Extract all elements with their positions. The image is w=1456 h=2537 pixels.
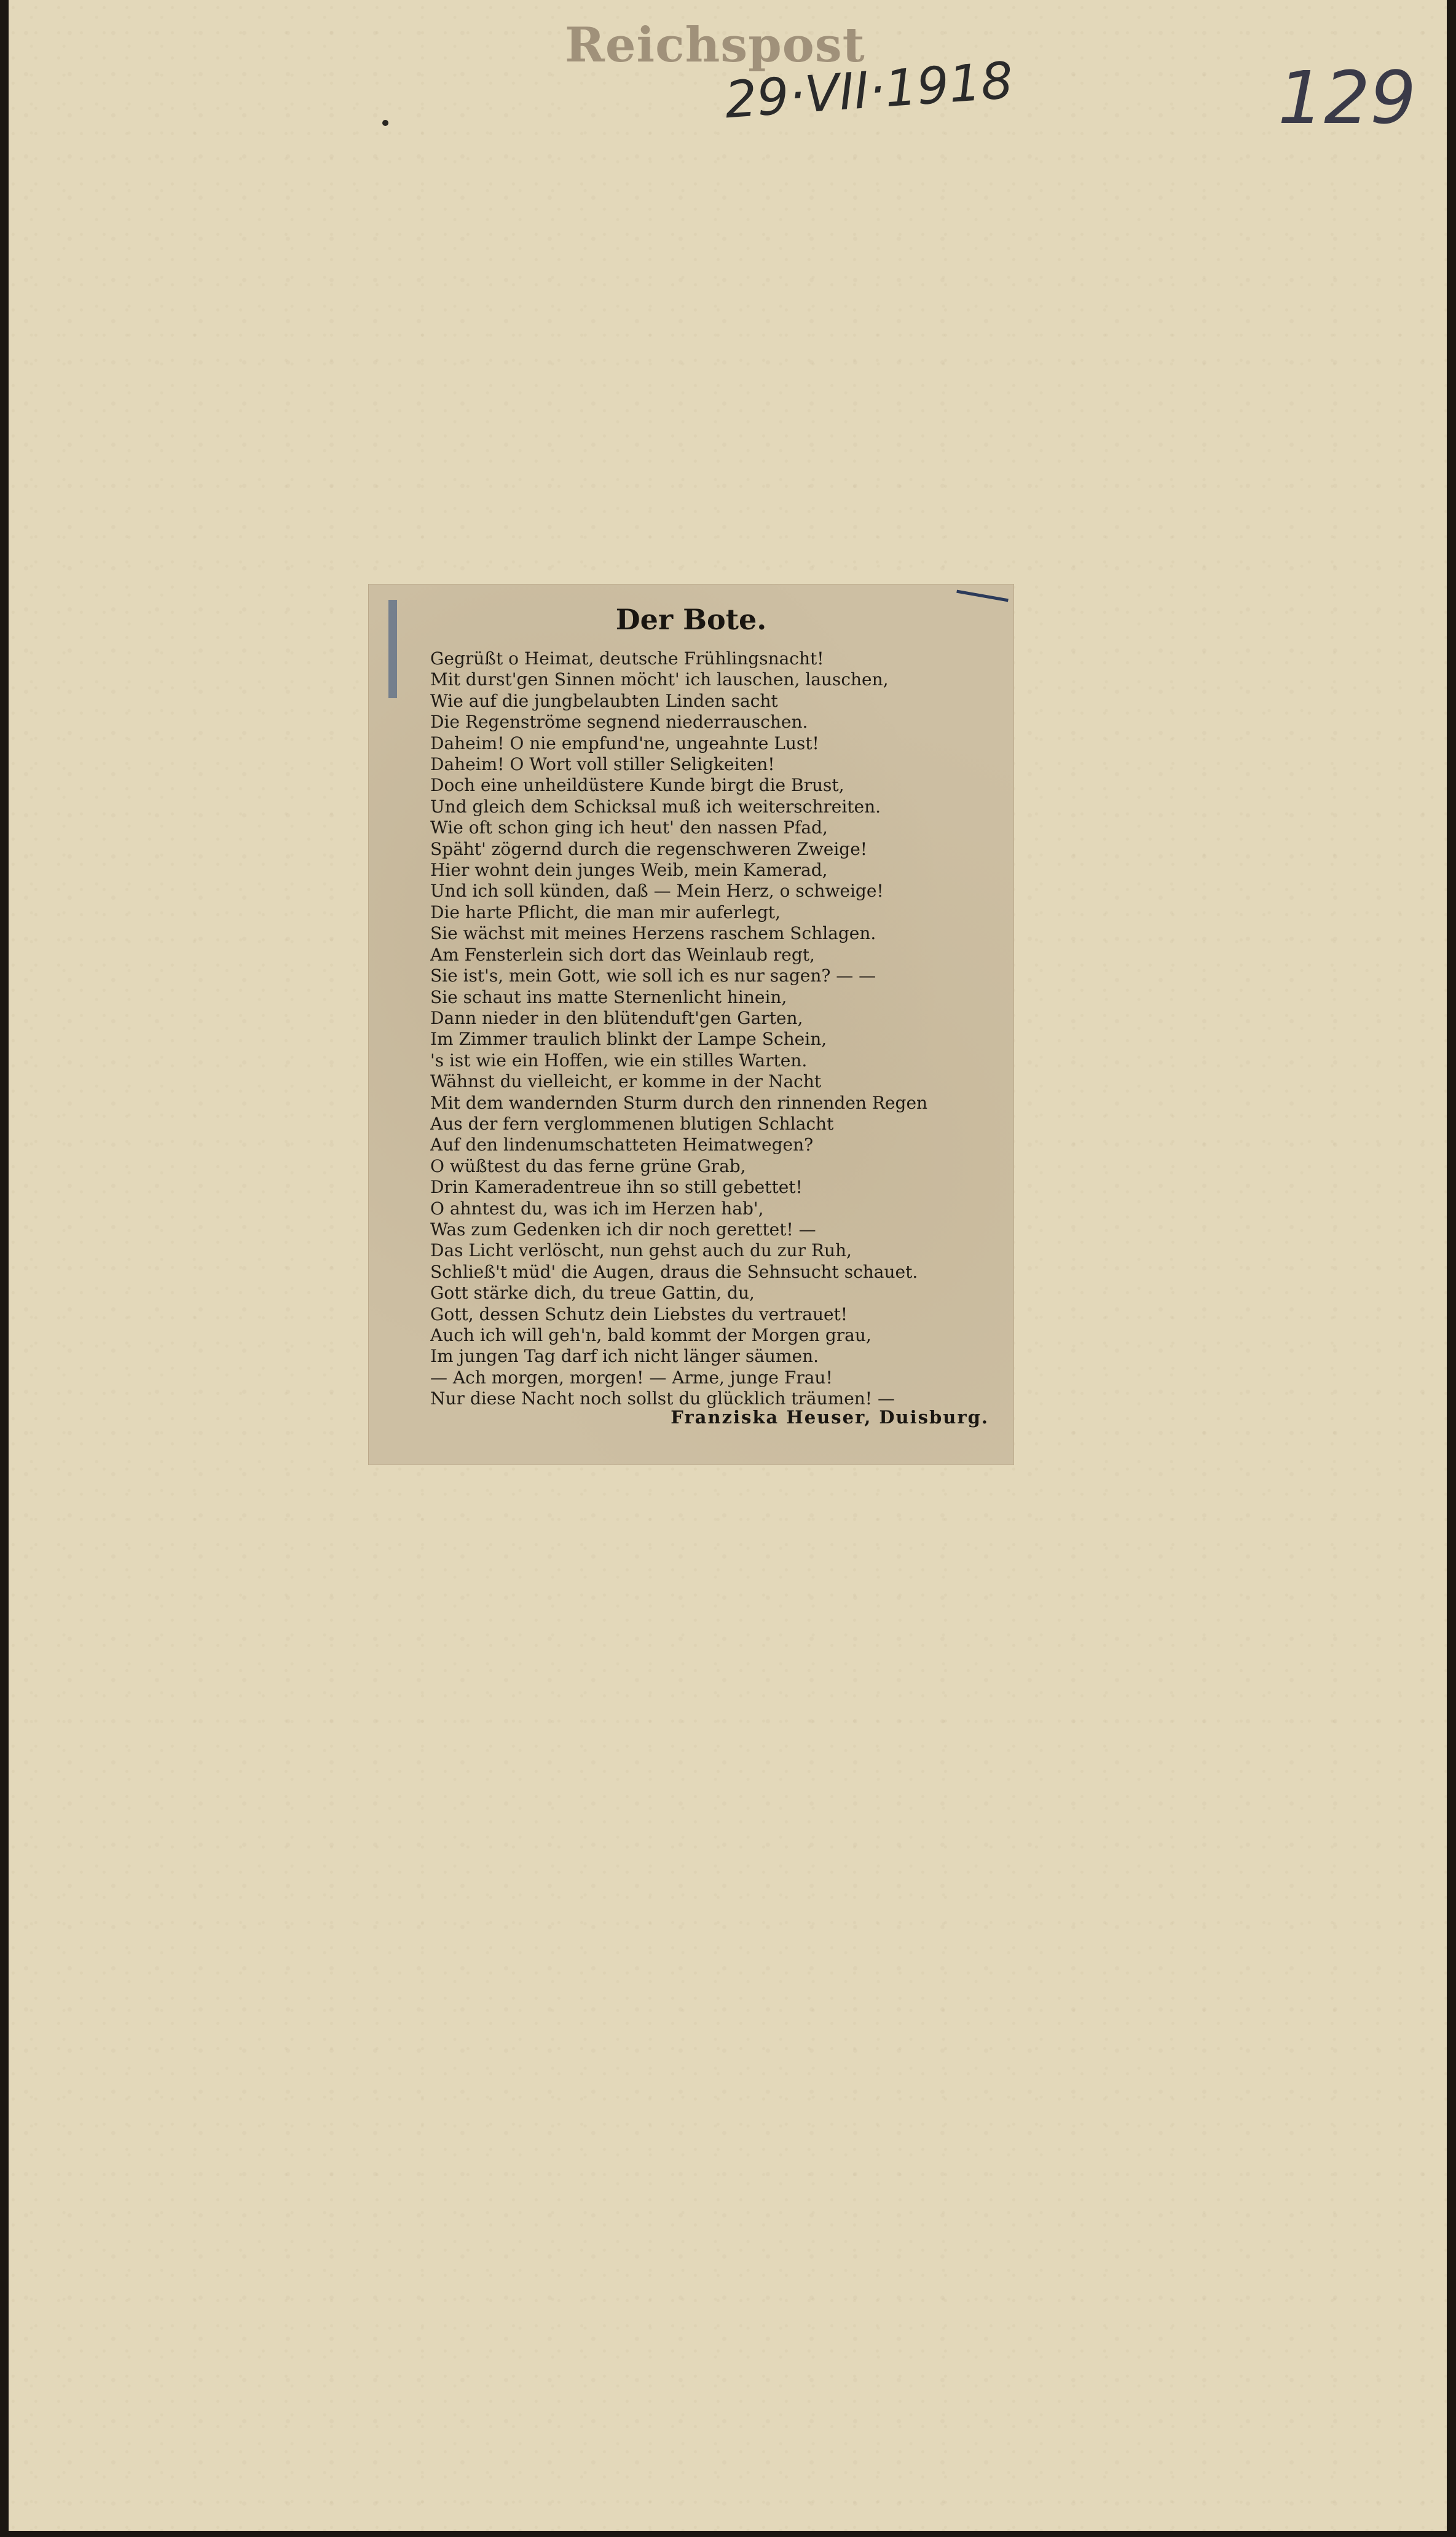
- poem-line: Und gleich dem Schicksal muß ich weiterschreiten.: [430, 796, 881, 817]
- poem-line: Sie schaut ins matte Sternenlicht hinein,: [430, 986, 787, 1007]
- newspaper-clipping: [369, 584, 1013, 1465]
- poem-line: Sie wächst mit meines Herzens raschem Schlagen.: [430, 923, 876, 944]
- poem-line: Daheim! O nie empfund'ne, ungeahnte Lust!: [430, 733, 819, 753]
- poem-line: Daheim! O Wort voll stiller Seligkeiten!: [430, 754, 775, 775]
- poem-line: Im Zimmer traulich blinkt der Lampe Schein,: [430, 1029, 827, 1050]
- poem-line: Gegrüßt o Heimat, deutsche Frühlingsnacht!: [430, 648, 824, 669]
- poem-author: Franziska Heuser, Duisburg.: [671, 1407, 989, 1428]
- poem-line: Gott, dessen Schutz dein Liebstes du vertrauet!: [430, 1304, 848, 1324]
- poem-line: O ahntest du, was ich im Herzen hab',: [430, 1198, 764, 1219]
- poem-line: Was zum Gedenken ich dir noch gerettet! —: [430, 1219, 816, 1240]
- poem-line: Drin Kameradentreue ihn so still gebettet!: [430, 1177, 803, 1198]
- poem-line: 's ist wie ein Hoffen, wie ein stilles Warten.: [430, 1050, 808, 1071]
- poem-line: Auch ich will geh'n, bald kommt der Morgen grau,: [430, 1325, 872, 1345]
- handwritten-date: 29·VII·1918: [723, 51, 1015, 130]
- poem-line: Schließ't müd' die Augen, draus die Sehnsucht schauet.: [430, 1261, 918, 1282]
- poem-line: Wähnst du vielleicht, er komme in der Nacht: [430, 1071, 822, 1092]
- poem-line: Wie auf die jungbelaubten Linden sacht: [430, 690, 778, 711]
- poem-line: Das Licht verlöscht, nun gehst auch du zur Ruh,: [430, 1240, 852, 1261]
- poem-line: Wie oft schon ging ich heut' den nassen Pfad,: [430, 817, 828, 838]
- poem-title: Der Bote.: [615, 603, 767, 636]
- archive-sheet: [9, 0, 1447, 2531]
- poem-line: Und ich soll künden, daß — Mein Herz, o schweige!: [430, 881, 884, 902]
- poem-line: Gott stärke dich, du treue Gattin, du,: [430, 1283, 755, 1304]
- poem-line: Dann nieder in den blütenduft'gen Garten,: [430, 1007, 803, 1028]
- poem-text: [430, 648, 996, 1410]
- poem-line: Hier wohnt dein junges Weib, mein Kamerad,: [430, 860, 828, 881]
- poem-line: Mit durst'gen Sinnen möcht' ich lauschen, lauschen,: [430, 669, 889, 690]
- poem-line: Mit dem wandernden Sturm durch den rinnenden Regen: [430, 1092, 928, 1113]
- poem-line: Die harte Pflicht, die man mir auferlegt,: [430, 902, 781, 922]
- poem-line: Im jungen Tag darf ich nicht länger säumen.: [430, 1346, 819, 1367]
- poem-line: Auf den lindenumschatteten Heimatwegen?: [430, 1135, 814, 1155]
- newspaper-stamp: Reichspost: [565, 17, 865, 73]
- poem-line: Sie ist's, mein Gott, wie soll ich es nur sagen? — —: [430, 966, 876, 986]
- poem-line: — Ach morgen, morgen! — Arme, junge Frau!: [430, 1367, 833, 1388]
- poem-line: Späht' zögernd durch die regenschweren Zweige!: [430, 838, 868, 859]
- poem-line: Doch eine unheildüstere Kunde birgt die Brust,: [430, 775, 844, 796]
- paper-spot: [382, 120, 388, 126]
- poem-line: O wüßtest du das ferne grüne Grab,: [430, 1155, 746, 1176]
- page-number: 129: [1278, 55, 1417, 140]
- poem-line: Die Regenströme segnend niederrauschen.: [430, 712, 808, 733]
- poem-line: Nur diese Nacht noch sollst du glücklich träumen! —: [430, 1388, 895, 1409]
- poem-line: Aus der fern verglommenen blutigen Schlacht: [430, 1113, 834, 1134]
- poem-line: Am Fensterlein sich dort das Weinlaub regt,: [430, 944, 815, 965]
- ink-stroke: [956, 590, 1009, 602]
